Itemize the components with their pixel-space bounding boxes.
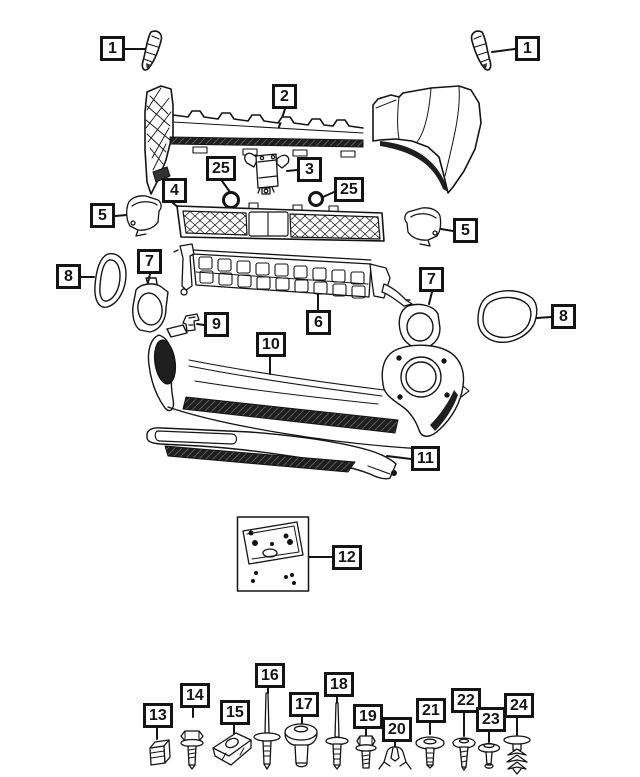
callout-3[interactable]: 3 bbox=[297, 157, 322, 182]
callout-15[interactable]: 15 bbox=[220, 700, 250, 725]
part-grommet-right bbox=[310, 193, 323, 206]
part-seal-ring-left bbox=[95, 254, 126, 308]
part-upper-grille bbox=[177, 203, 384, 241]
callout-6[interactable]: 6 bbox=[306, 310, 331, 335]
part-washer-screw bbox=[453, 738, 475, 770]
leader-7-right bbox=[429, 292, 432, 304]
part-u-nut bbox=[213, 733, 251, 765]
part-bracket-left bbox=[142, 31, 161, 70]
callout-4[interactable]: 4 bbox=[162, 178, 187, 203]
callout-25-left[interactable]: 25 bbox=[206, 156, 236, 181]
callout-12[interactable]: 12 bbox=[332, 545, 362, 570]
callout-7-left[interactable]: 7 bbox=[137, 249, 162, 274]
part-lower-grille bbox=[174, 244, 412, 306]
callout-14[interactable]: 14 bbox=[180, 683, 210, 708]
callout-24[interactable]: 24 bbox=[504, 693, 534, 718]
part-bracket-right bbox=[472, 31, 491, 70]
callout-21[interactable]: 21 bbox=[416, 698, 446, 723]
callout-18[interactable]: 18 bbox=[324, 672, 354, 697]
callout-23[interactable]: 23 bbox=[476, 707, 506, 732]
callout-17[interactable]: 17 bbox=[289, 692, 319, 717]
leader-9 bbox=[197, 324, 204, 325]
callout-1-left[interactable]: 1 bbox=[100, 36, 125, 61]
leader-8-right bbox=[537, 317, 551, 318]
part-tree-rivet bbox=[504, 736, 530, 774]
leader-3 bbox=[287, 170, 297, 171]
part-spring-clip bbox=[379, 747, 411, 769]
part-fog-bezel-left bbox=[133, 278, 168, 332]
part-grommet-left bbox=[224, 193, 239, 208]
leader-25-left bbox=[222, 181, 230, 192]
callout-2[interactable]: 2 bbox=[272, 84, 297, 109]
callout-9[interactable]: 9 bbox=[204, 312, 229, 337]
part-sensor-bracket bbox=[245, 153, 289, 194]
part-pin-rivet bbox=[326, 703, 348, 769]
callout-11[interactable]: 11 bbox=[411, 446, 440, 471]
callout-20[interactable]: 20 bbox=[382, 717, 412, 742]
callout-5-right[interactable]: 5 bbox=[453, 218, 478, 243]
leader-5-left bbox=[115, 215, 127, 216]
callout-19[interactable]: 19 bbox=[353, 704, 383, 729]
callout-8-right[interactable]: 8 bbox=[551, 304, 576, 329]
callout-22[interactable]: 22 bbox=[451, 688, 481, 713]
callout-7-right[interactable]: 7 bbox=[419, 267, 444, 292]
part-fog-bezel-right bbox=[399, 300, 440, 348]
part-seal-ring-right bbox=[478, 291, 537, 343]
part-license-bracket bbox=[238, 517, 309, 591]
callout-1-right[interactable]: 1 bbox=[515, 36, 540, 61]
callout-16[interactable]: 16 bbox=[255, 663, 285, 688]
part-push-pin bbox=[479, 744, 500, 769]
part-snap-nut bbox=[150, 740, 170, 765]
part-washer-push-pin bbox=[416, 737, 444, 768]
part-skid-plate bbox=[147, 428, 397, 479]
part-pin-rivet-long bbox=[254, 693, 280, 769]
leader-5-right bbox=[441, 229, 453, 231]
part-bezel-right bbox=[405, 208, 441, 246]
leader-1-right bbox=[492, 49, 515, 52]
callout-25-right[interactable]: 25 bbox=[334, 177, 364, 202]
callout-5-left[interactable]: 5 bbox=[90, 203, 115, 228]
part-hex-bolt bbox=[181, 731, 203, 769]
part-bezel-left bbox=[127, 196, 161, 236]
leader-11 bbox=[387, 456, 411, 459]
callout-8-left[interactable]: 8 bbox=[56, 264, 81, 289]
callout-13[interactable]: 13 bbox=[143, 703, 173, 728]
leader-25-right bbox=[323, 192, 334, 197]
part-hex-bolt-small bbox=[356, 736, 376, 768]
callout-10[interactable]: 10 bbox=[256, 332, 286, 357]
part-shoulder-screw bbox=[285, 724, 317, 767]
